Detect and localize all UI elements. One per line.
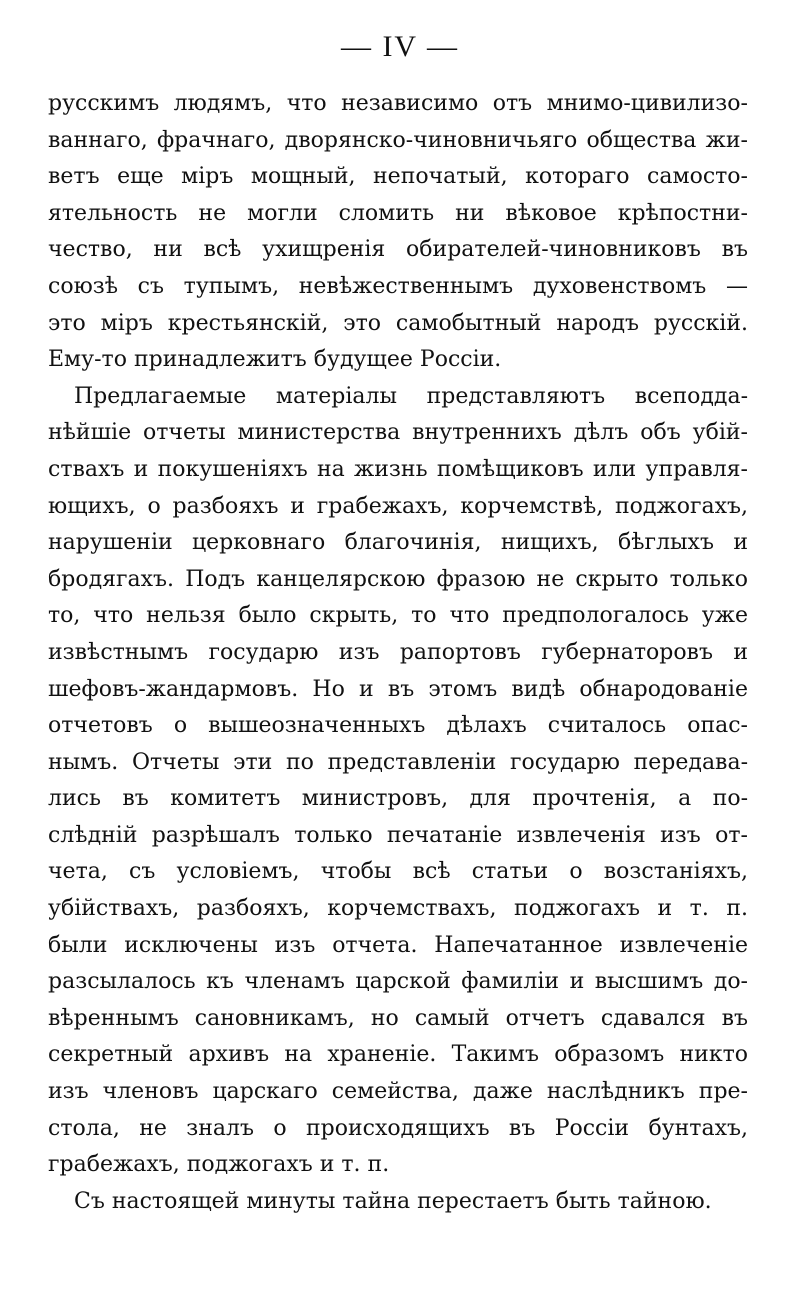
text-line: слѣдній разрѣшалъ только печатаніе извлеченія изъ от- bbox=[48, 822, 748, 848]
text-line: нарушеніи церковнаго благочинія, нищихъ, бѣглыхъ и bbox=[48, 530, 748, 556]
text-line: чество, ни всѣ ухищренія обирателей-чиновниковъ въ bbox=[48, 237, 748, 263]
text-line: извѣстнымъ государю изъ рапортовъ губернаторовъ и bbox=[48, 639, 748, 665]
text-line: секретный архивъ на храненіе. Такимъ образомъ никто bbox=[48, 1042, 748, 1068]
text-line: шефовъ-жандармовъ. Но и въ этомъ видѣ обнародованіе bbox=[48, 676, 748, 702]
paragraph-3 bbox=[48, 1184, 748, 1221]
text-line: убійствахъ, разбояхъ, корчемствахъ, поджогахъ и т. п. bbox=[48, 896, 748, 922]
paragraph-2 bbox=[48, 379, 748, 1184]
text-line: то, что нельзя было скрыть, то что предпологалось уже bbox=[48, 603, 748, 629]
text-line: стола, не зналъ о происходящихъ въ Россіи бунтахъ, bbox=[48, 1115, 748, 1141]
text-line: бродягахъ. Подъ канцелярскою фразою не скрыто только bbox=[48, 566, 748, 592]
text-line: ятельность не могли сломить ни вѣковое крѣпостни- bbox=[48, 200, 748, 226]
text-line: Ему-то принадлежитъ будущее Россіи. bbox=[48, 347, 502, 373]
paragraph-1 bbox=[48, 86, 748, 379]
text-line: ствахъ и покушеніяхъ на жизнь помѣщиковъ или управля- bbox=[48, 456, 748, 482]
text-line: изъ членовъ царскаго семейства, даже наслѣдникъ пре- bbox=[48, 1079, 748, 1105]
text-line: ваннаго, фрачнаго, дворянско-чиновничьяго общества жи- bbox=[48, 127, 748, 153]
text-line: Предлагаемые матеріалы представляютъ всеподда- bbox=[74, 383, 748, 409]
page-number: — IV — bbox=[340, 30, 460, 63]
text-line: это міръ крестьянскій, это самобытный народъ русскій. bbox=[48, 310, 748, 336]
text-line: союзѣ съ тупымъ, невѣжественнымъ духовенствомъ — bbox=[48, 273, 748, 299]
text-line: вѣреннымъ сановникамъ, но самый отчетъ сдавался въ bbox=[48, 1005, 748, 1031]
text-line: отчетовъ о вышеозначенныхъ дѣлахъ считалось опас- bbox=[48, 713, 748, 739]
text-line: ветъ еще міръ мощный, непочатый, котораго самосто- bbox=[48, 164, 748, 190]
text-body bbox=[48, 86, 748, 1220]
text-line: русскимъ людямъ, что независимо отъ мнимо-цивилизо- bbox=[48, 91, 748, 116]
text-line: были исключены изъ отчета. Напечатанное извлеченіе bbox=[48, 932, 748, 958]
text-line: нымъ. Отчеты эти по представленіи государю передава- bbox=[48, 749, 748, 775]
text-line: Съ настоящей минуты тайна перестаетъ быть тайною. bbox=[74, 1188, 712, 1214]
text-line: лись въ комитетъ министровъ, для прочтенія, а по- bbox=[48, 786, 748, 812]
text-line: чета, съ условіемъ, чтобы всѣ статьи о возстаніяхъ, bbox=[48, 859, 748, 885]
text-line: нѣйшіе отчеты министерства внутреннихъ дѣлъ объ убій- bbox=[48, 420, 748, 446]
text-line: грабежахъ, поджогахъ и т. п. bbox=[48, 1152, 390, 1178]
text-line: ющихъ, о разбояхъ и грабежахъ, корчемствѣ, поджогахъ, bbox=[48, 493, 748, 519]
text-line: разсылалось къ членамъ царской фамиліи и высшимъ до- bbox=[48, 969, 748, 995]
